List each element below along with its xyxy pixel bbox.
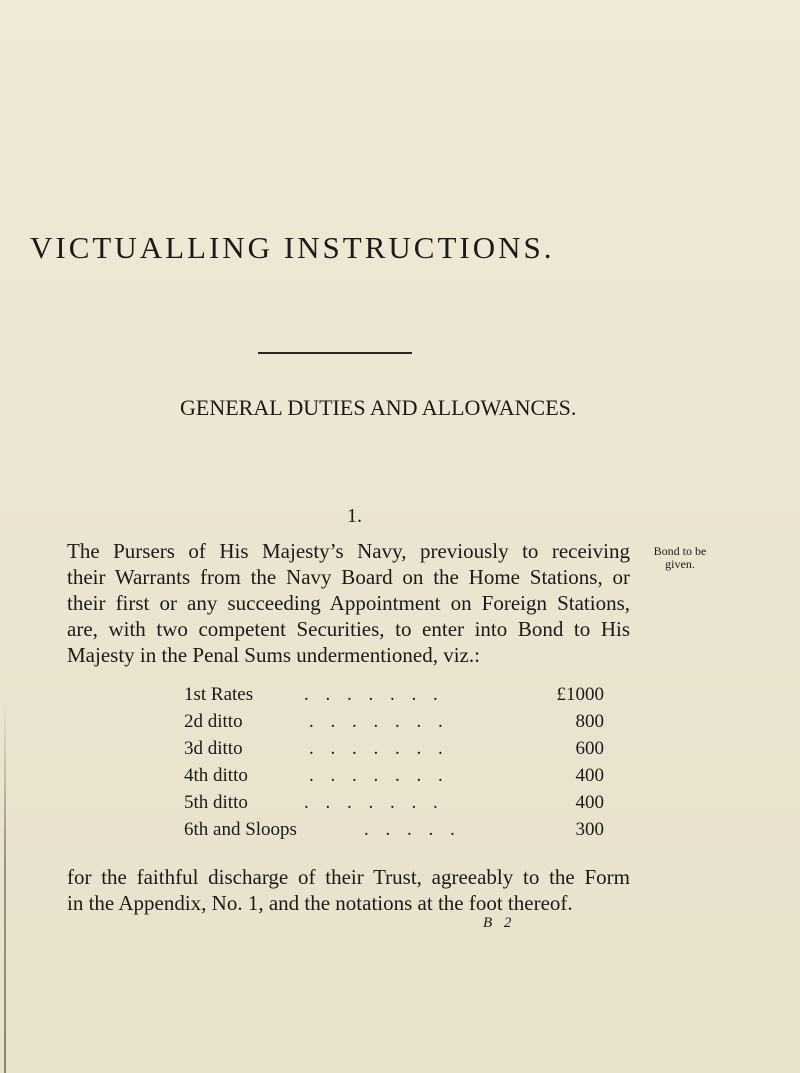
leader-dots: . . . . . . .: [304, 684, 444, 705]
body-line: The Pursers of His Majesty’s Navy, previously to receiving: [67, 539, 630, 563]
rate-value: 400: [575, 792, 604, 813]
leader-dots: . . . . . . .: [309, 738, 449, 759]
margin-note: Bond to be given.: [653, 544, 707, 571]
closing-line: for the faithful discharge of their Trust, agreeably to the Form: [67, 865, 630, 889]
rate-row: [184, 762, 604, 789]
rate-value: 600: [575, 738, 604, 759]
rate-row: [184, 681, 604, 708]
closing-text: [67, 864, 630, 916]
page-edge-shadow: [4, 700, 6, 1073]
rate-label: 6th and Sloops: [184, 819, 297, 840]
rate-row: [184, 816, 604, 843]
body-line: their first or any succeeding Appointment on Foreign Stations,: [67, 591, 630, 615]
rate-label: 2d ditto: [184, 711, 243, 732]
rate-label: 3d ditto: [184, 738, 243, 759]
rate-row: [184, 708, 604, 735]
body-line: Majesty in the Penal Sums undermentioned, viz.:: [67, 643, 480, 667]
leader-dots: . . . . .: [364, 819, 461, 840]
rate-value: £1000: [556, 684, 604, 705]
body-line: are, with two competent Securities, to enter into Bond to His: [67, 617, 630, 641]
rate-value: 300: [575, 819, 604, 840]
title-rule: [258, 352, 412, 354]
closing-line: in the Appendix, No. 1, and the notations at the foot thereof.: [67, 891, 573, 915]
penal-sums-table: [184, 681, 604, 843]
rate-value: 800: [575, 711, 604, 732]
rate-row: [184, 789, 604, 816]
rate-label: 1st Rates: [184, 684, 254, 705]
article-body: [67, 538, 630, 668]
article-number: 1.: [347, 505, 362, 527]
rate-label: 5th ditto: [184, 792, 248, 813]
signature-mark: B 2: [483, 915, 516, 931]
section-title: GENERAL DUTIES AND ALLOWANCES.: [180, 395, 577, 420]
leader-dots: . . . . . . .: [309, 765, 449, 786]
leader-dots: . . . . . . .: [309, 711, 449, 732]
leader-dots: . . . . . . .: [304, 792, 444, 813]
rate-row: [184, 735, 604, 762]
rate-label: 4th ditto: [184, 765, 248, 786]
body-line: their Warrants from the Navy Board on the Home Stations, or: [67, 565, 630, 589]
rate-value: 400: [575, 765, 604, 786]
running-head: VICTUALLING INSTRUCTIONS.: [30, 230, 555, 265]
